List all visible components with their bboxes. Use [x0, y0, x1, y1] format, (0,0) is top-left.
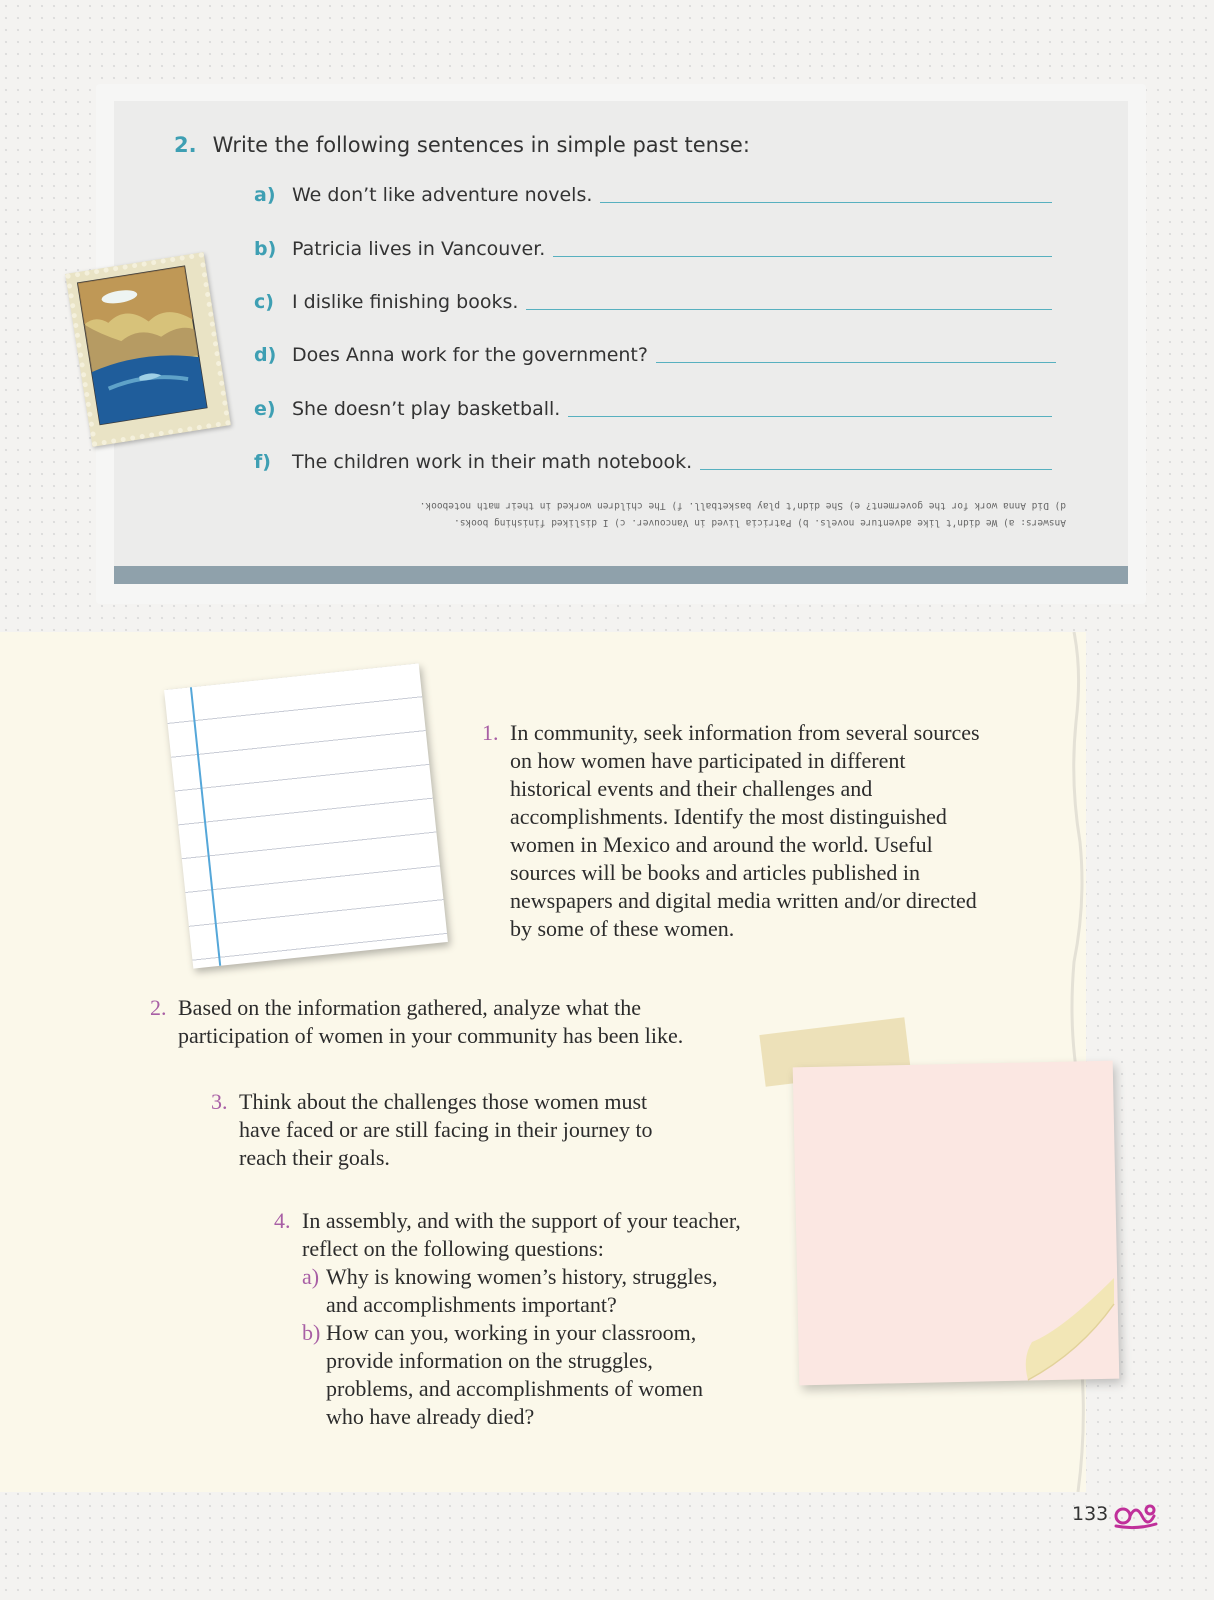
item-letter: d): [254, 344, 277, 366]
item-letter: e): [254, 398, 276, 420]
item-sentence: The children work in their math notebook.: [292, 451, 693, 473]
item-letter: b): [254, 238, 277, 260]
item-letter: a): [254, 184, 276, 206]
activity-4: [274, 1207, 742, 1431]
activity-number: 1.: [482, 720, 499, 745]
ornament-logo-icon: [1112, 1500, 1160, 1530]
exercise-item-e: [254, 398, 1052, 420]
exercise-item-f: [254, 451, 1052, 473]
exercise-item-b: [254, 238, 1052, 260]
question-letter: b): [302, 1320, 321, 1345]
page-curl-icon: [1010, 1278, 1120, 1386]
question-b: [302, 1319, 742, 1431]
question-text: Why is knowing women’s history, struggles, and accomplishments important?: [326, 1264, 718, 1317]
page-number: 133: [1072, 1503, 1109, 1525]
stamp-illustration: [65, 252, 231, 447]
answer-line[interactable]: [600, 202, 1052, 203]
activity-text: Think about the challenges those women must have faced or are still facing in their journey to reach their goals.: [239, 1089, 653, 1170]
cliff-lake-icon: [71, 259, 214, 431]
activity-text: Based on the information gathered, analyze what the participation of women in your community has been like.: [178, 995, 684, 1048]
activity-text: In community, seek information from several sources on how women have participated in different historical events and their challenges and accomplishments. Identify the most distinguished women in Mexico and around the world. Useful sources will be books and articles published in newspapers and digital media written and/or directed by some of these women.: [510, 720, 980, 941]
exercise-number: 2.: [174, 133, 197, 157]
item-letter: c): [254, 291, 274, 313]
paper-margin-line: [190, 687, 221, 966]
exercise-title: [174, 133, 750, 157]
activity-number: 2.: [150, 995, 167, 1020]
activity-text: In assembly, and with the support of your teacher, reflect on the following questions:: [302, 1208, 741, 1261]
item-sentence: Does Anna work for the government?: [292, 344, 648, 366]
item-sentence: Patricia lives in Vancouver.: [292, 238, 546, 260]
question-text: How can you, working in your classroom, provide information on the struggles, problems, and accomplishments of women who have already died?: [326, 1320, 703, 1429]
answer-line[interactable]: [700, 469, 1052, 470]
activity-3: [211, 1088, 689, 1172]
activity-1: [482, 719, 980, 943]
exercise-item-c: [254, 291, 1052, 313]
answer-line[interactable]: [568, 416, 1052, 417]
answer-line[interactable]: [656, 362, 1056, 363]
answer-line[interactable]: [526, 309, 1052, 310]
answers-line-2: d) Did Anna work for the goverment? e) She didn’t play basketball. f) The children worked in their math notebook.: [419, 500, 1066, 511]
item-sentence: We don’t like adventure novels.: [292, 184, 593, 206]
activity-number: 3.: [211, 1089, 228, 1114]
activity-2: [150, 994, 738, 1050]
answer-line[interactable]: [553, 256, 1052, 257]
upside-down-answers: [419, 497, 1066, 531]
question-letter: a): [302, 1264, 320, 1289]
lined-paper-illustration: [164, 663, 448, 968]
exercise-item-a: [254, 184, 1052, 206]
item-letter: f): [254, 451, 271, 473]
activity-number: 4.: [274, 1208, 291, 1233]
item-sentence: I dislike finishing books.: [292, 291, 519, 313]
question-a: [302, 1263, 742, 1319]
exercise-bottom-bar: [114, 566, 1128, 584]
exercise-instruction: Write the following sentences in simple past tense:: [212, 133, 750, 157]
item-sentence: She doesn’t play basketball.: [292, 398, 561, 420]
exercise-item-d: [254, 344, 1056, 366]
answers-line-1: Answers: a) We didn’t like adventure novels. b) Patricia lived in Vancouver. c) I disliked finishing books.: [454, 517, 1066, 528]
